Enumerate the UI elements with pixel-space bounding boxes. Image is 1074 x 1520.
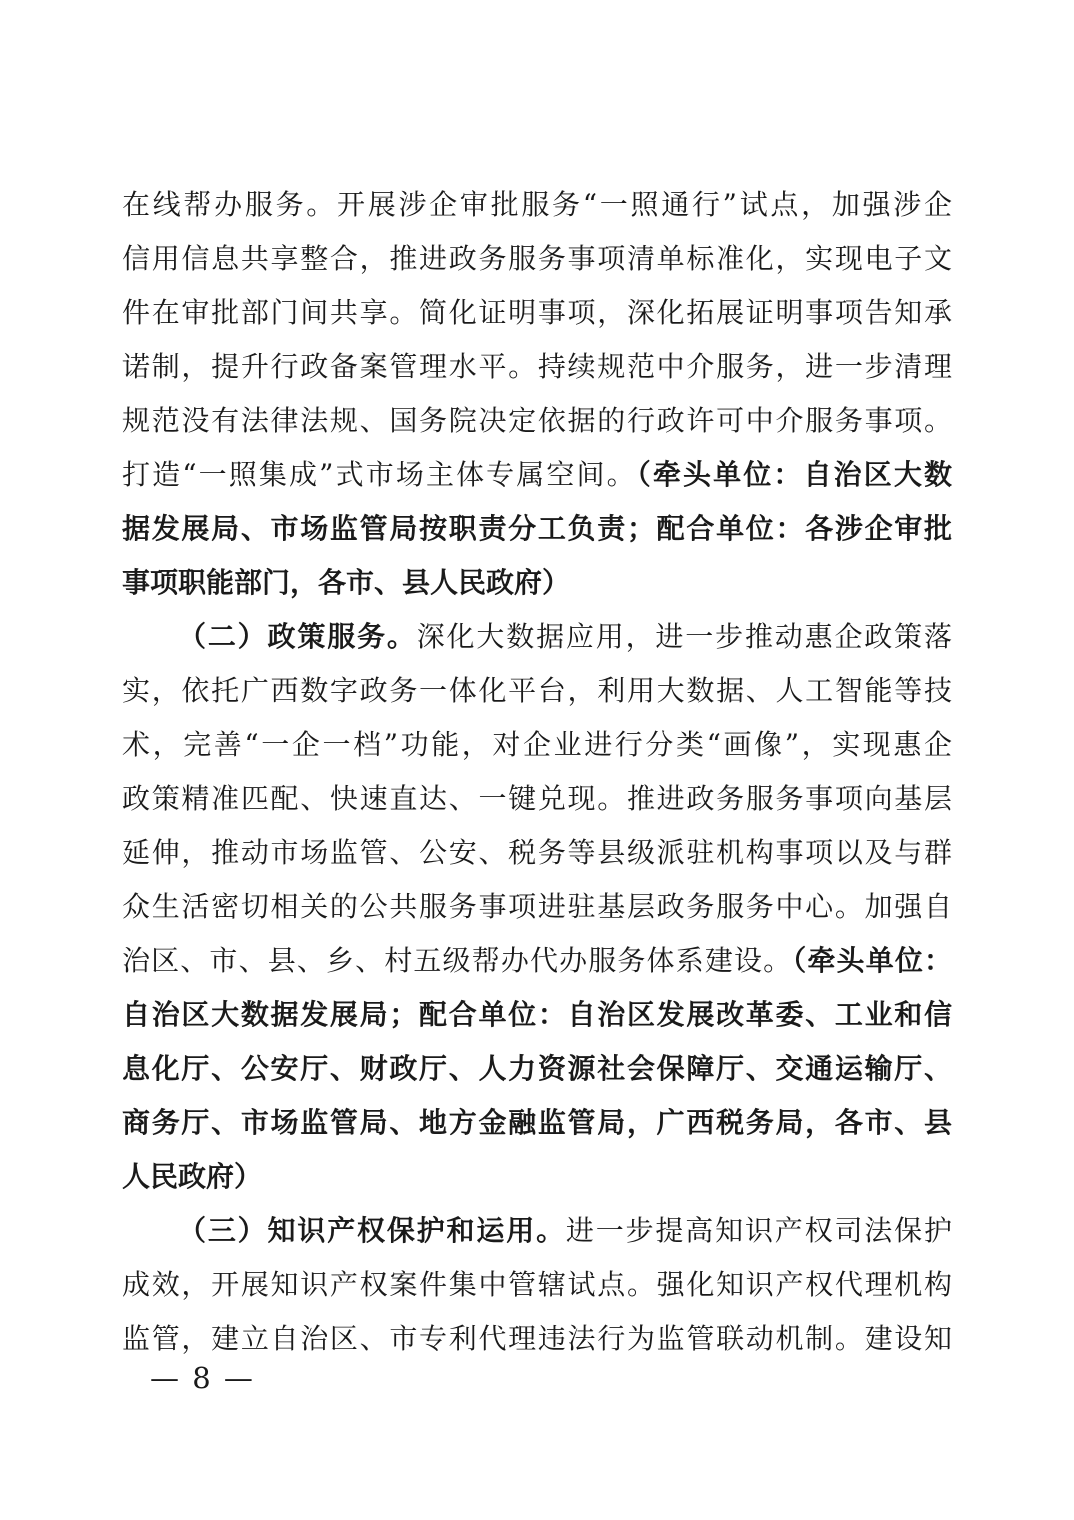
doc-text-body: 在线帮办服务。开展涉企审批服务“一照通行”试点，加强涉企 [122, 188, 952, 221]
doc-text-unit: 自治区大数据发展局；配合单位：自治区发展改革委、工业和信 [122, 998, 952, 1031]
doc-text-body: 延伸，推动市场监管、公安、税务等县级派驻机构事项以及与群 [122, 836, 952, 869]
doc-text-unit: 事项职能部门，各市、县人民政府） [122, 566, 571, 599]
doc-text-body: 深化大数据应用，进一步推动惠企政策落 [416, 620, 952, 653]
doc-text-body: 众生活密切相关的公共服务事项进驻基层政务服务中心。加强自 [122, 890, 952, 923]
doc-line [122, 826, 952, 880]
doc-line [122, 880, 952, 934]
doc-line [122, 178, 952, 232]
doc-line [122, 448, 952, 502]
doc-line [122, 1258, 952, 1312]
doc-text-body: 件在审批部门间共享。简化证明事项，深化拓展证明事项告知承 [122, 296, 952, 329]
doc-text-body: 实，依托广西数字政务一体化平台，利用大数据、人工智能等技 [122, 674, 952, 707]
doc-line [122, 340, 952, 394]
doc-line [122, 988, 952, 1042]
doc-line [122, 1204, 952, 1258]
doc-text-body: 术，完善“一企一档”功能，对企业进行分类“画像”，实现惠企 [122, 728, 952, 761]
doc-line [122, 718, 952, 772]
doc-line [122, 286, 952, 340]
doc-line [122, 772, 952, 826]
doc-text-unit: 息化厅、公安厅、财政厅、人力资源社会保障厅、交通运输厅、 [122, 1052, 952, 1085]
doc-text-body: 成效，开展知识产权案件集中管辖试点。强化知识产权代理机构 [122, 1268, 952, 1301]
doc-text-body: 打造“一照集成”式市场主体专属空间。 [122, 458, 637, 491]
doc-text-unit: 商务厅、市场监管局、地方金融监管局，广西税务局，各市、县 [122, 1106, 952, 1139]
doc-text-body: 治区、市、县、乡、村五级帮办代办服务体系建设。 [122, 944, 793, 977]
doc-text-body: 监管，建立自治区、市专利代理违法行为监管联动机制。建设知 [122, 1322, 952, 1355]
doc-text-heading: （二）政策服务。 [178, 620, 417, 653]
doc-line [122, 1042, 952, 1096]
doc-line [122, 1150, 952, 1204]
doc-text-body: 信用信息共享整合，推进政务服务事项清单标准化，实现电子文 [122, 242, 952, 275]
doc-line [122, 610, 952, 664]
doc-line [122, 232, 952, 286]
doc-text-body: 规范没有法律法规、国务院决定依据的行政许可中介服务事项。 [122, 404, 952, 437]
doc-text-body: 进一步提高知识产权司法保护 [565, 1214, 952, 1247]
doc-line [122, 556, 952, 610]
doc-line [122, 502, 952, 556]
doc-line [122, 1096, 952, 1150]
doc-text-unit: 据发展局、市场监管局按职责分工负责；配合单位：各涉企审批 [122, 512, 952, 545]
doc-line [122, 934, 952, 988]
doc-text-unit: （牵头单位：自治区大数 [636, 458, 952, 491]
doc-text-heading: （三）知识产权保护和运用。 [178, 1214, 566, 1247]
page-number: — 8 — [150, 1361, 255, 1395]
doc-line [122, 394, 952, 448]
doc-text-body: 政策精准匹配、快速直达、一键兑现。推进政务服务事项向基层 [122, 782, 952, 815]
doc-text-unit: 人民政府） [122, 1160, 263, 1193]
doc-text-unit: （牵头单位： [792, 944, 952, 977]
doc-text-body: 诺制，提升行政备案管理水平。持续规范中介服务，进一步清理 [122, 350, 952, 383]
doc-line [122, 664, 952, 718]
document-body [122, 178, 952, 1366]
